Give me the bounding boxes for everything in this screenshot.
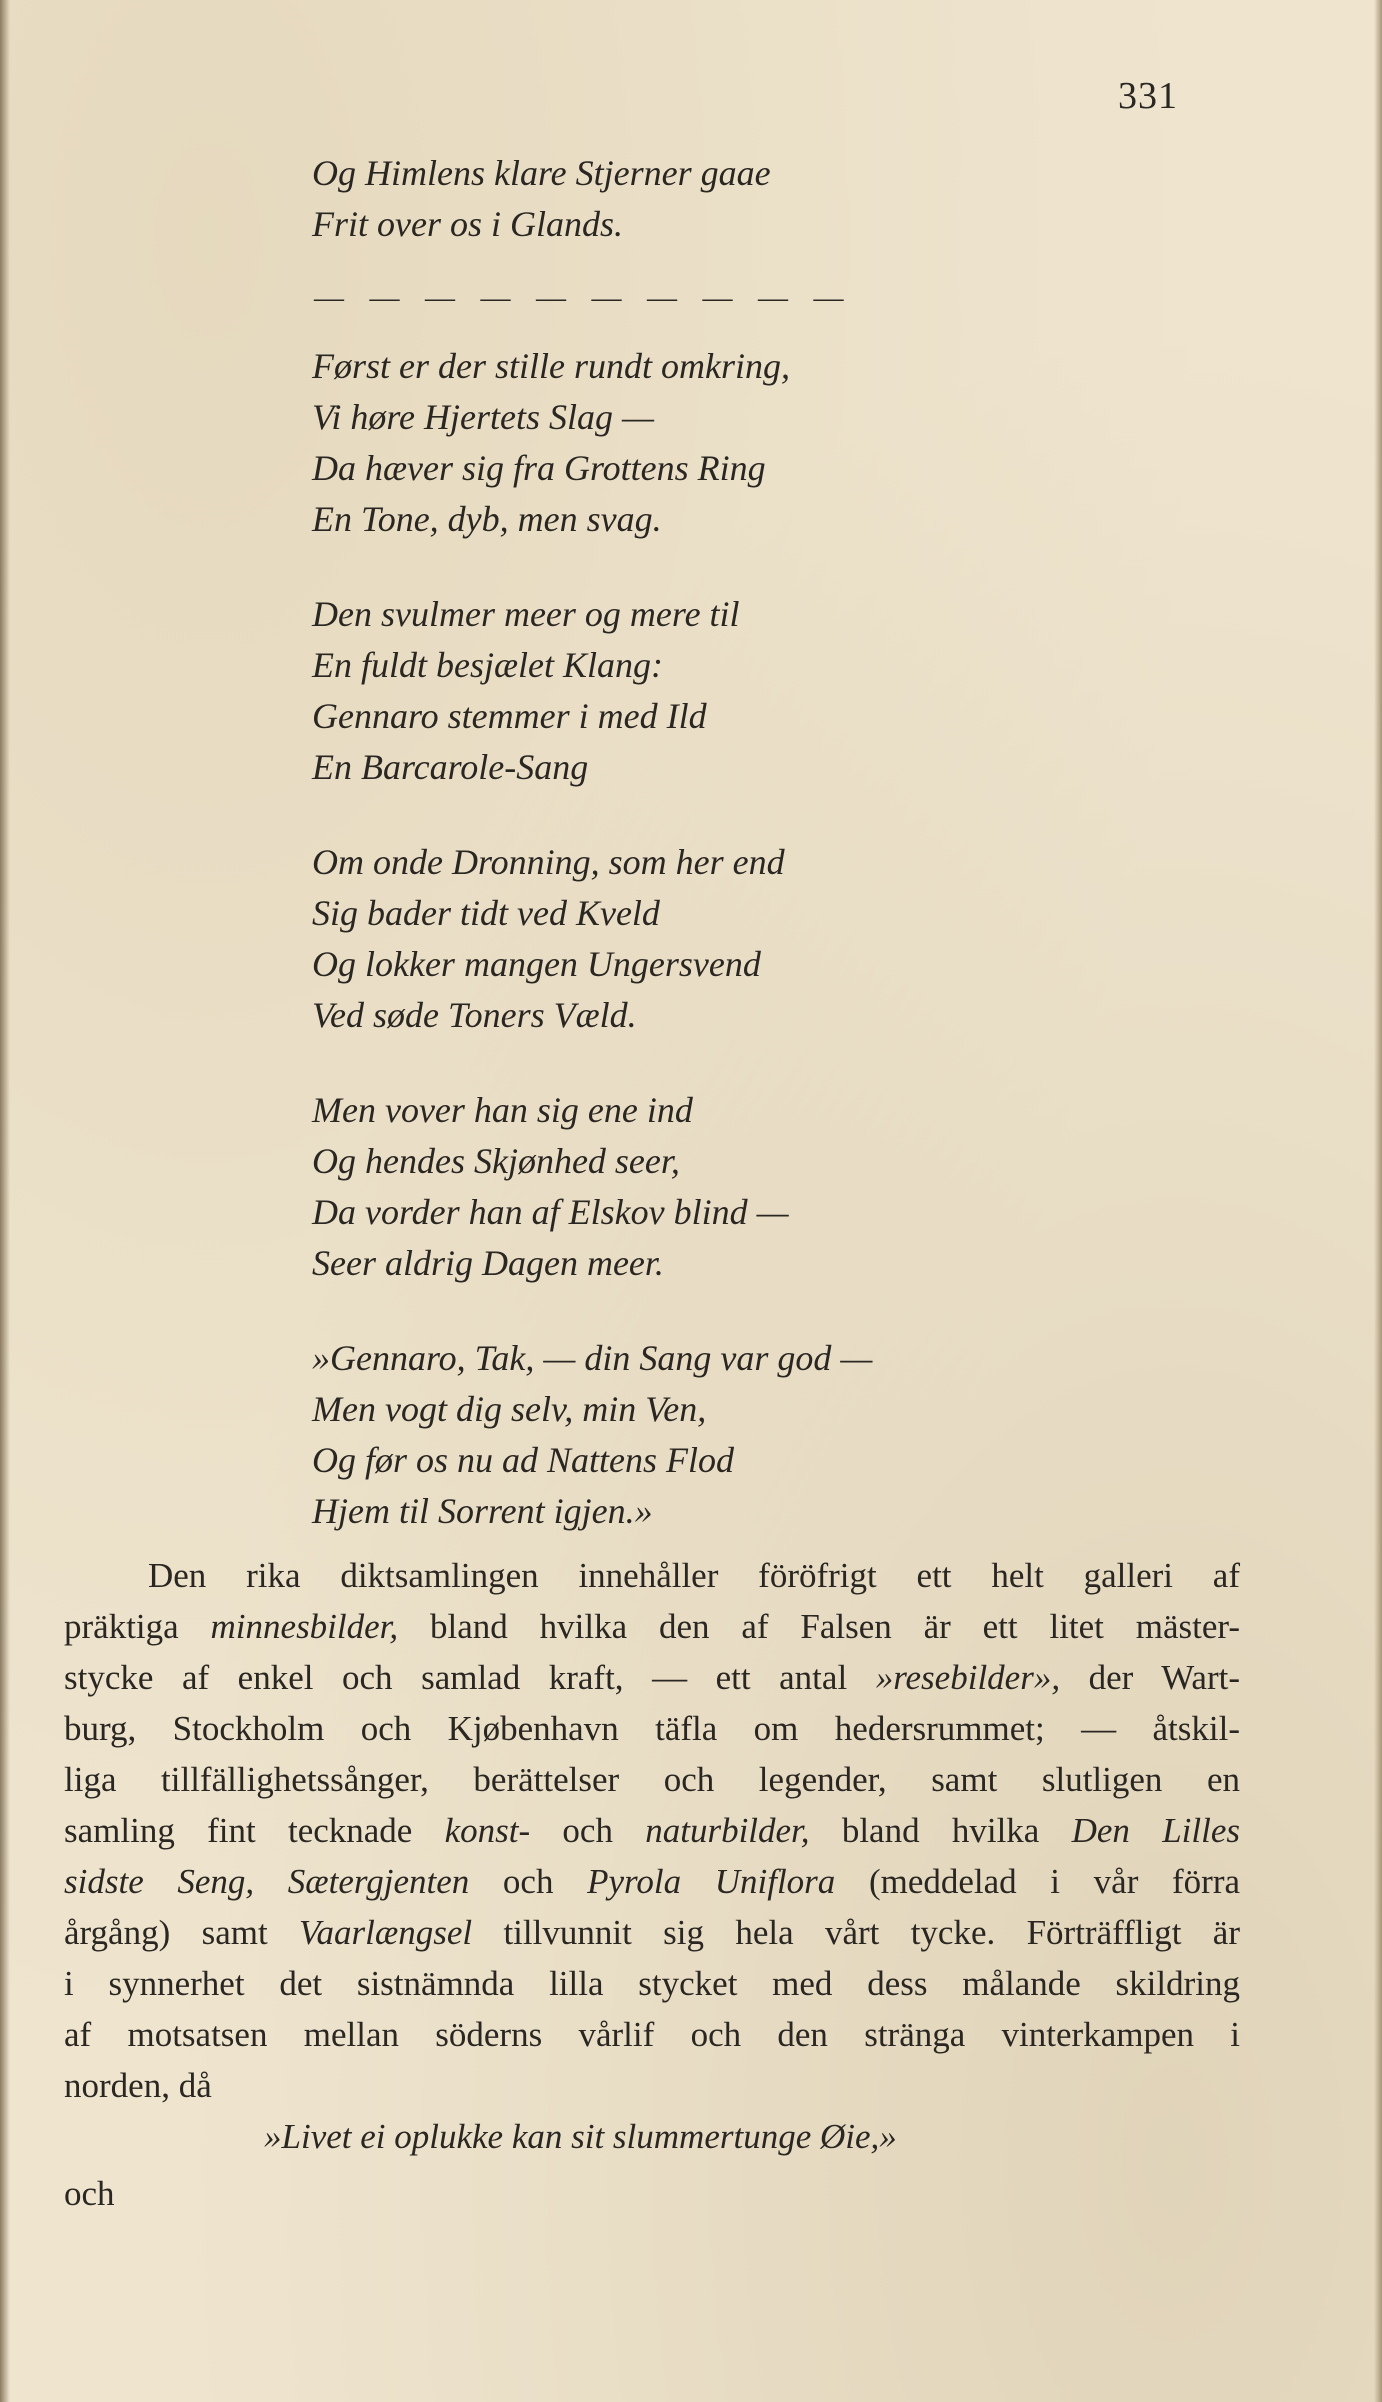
poem-line: Vi høre Hjertets Slag — — [312, 397, 654, 437]
poem-line: Og før os nu ad Nattens Flod — [312, 1440, 735, 1480]
poem-stanza-1 — [312, 341, 1072, 545]
prose-line: stycke af enkel och samlad kraft, — ett antal »resebilder», der Wart- — [64, 1658, 1241, 1697]
prose-line: norden, då — [64, 2066, 212, 2105]
poem-line: Og Himlens klare Stjerner gaae — [312, 153, 771, 193]
poem-line: Seer aldrig Dagen meer. — [312, 1243, 664, 1283]
poem-line: Ved søde Toners Væld. — [312, 995, 637, 1035]
poem-line: Da hæver sig fra Grottens Ring — [312, 448, 766, 488]
poem-line: Sig bader tidt ved Kveld — [312, 893, 660, 933]
page-edge-right — [1374, 0, 1382, 2402]
poem-line: Om onde Dronning, som her end — [312, 842, 785, 882]
prose-paragraph — [64, 1550, 1240, 2219]
poem-line: En fuldt besjælet Klang: — [312, 645, 663, 685]
poem-stanza-4 — [312, 1085, 1072, 1289]
block-quote: »Livet ei oplukke kan sit slummertunge Øie,» — [264, 2117, 897, 2156]
prose-line: och — [64, 2174, 115, 2213]
poem-line: Og hendes Skjønhed seer, — [312, 1141, 680, 1181]
poem-line: Hjem til Sorrent igjen.» — [312, 1491, 653, 1531]
poem-line: »Gennaro, Tak, — din Sang var god — — [312, 1338, 873, 1378]
poem-stanza-3 — [312, 837, 1072, 1041]
poem-line: Først er der stille rundt omkring, — [312, 346, 790, 386]
poem-line: En Tone, dyb, men svag. — [312, 499, 662, 539]
section-separator: — — — — — — — — — — — [314, 281, 853, 314]
poem-line: Frit over os i Glands. — [312, 204, 623, 244]
poem-line: Da vorder han af Elskov blind — — [312, 1192, 789, 1232]
prose-line: sidste Seng, Sætergjenten och Pyrola Uniflora (meddelad i vår förra — [64, 1862, 1241, 1901]
prose-line: af motsatsen mellan söderns vårlif och den stränga vinterkampen i — [64, 2015, 1240, 2054]
poem-stanza-5 — [312, 1333, 1072, 1537]
poem-stanza-0 — [312, 148, 1072, 250]
poem — [312, 148, 1072, 1581]
prose-line: präktiga minnesbilder, bland hvilka den af Falsen är ett litet mäster- — [64, 1607, 1240, 1646]
prose-line: burg, Stockholm och Kjøbenhavn täfla om hedersrummet; — åtskil- — [64, 1709, 1240, 1748]
poem-line: Den svulmer meer og mere til — [312, 594, 740, 634]
prose-line: samling fint tecknade konst- och naturbilder, bland hvilka Den Lilles — [64, 1811, 1240, 1850]
poem-stanza-2 — [312, 589, 1072, 793]
poem-line: Men vogt dig selv, min Ven, — [312, 1389, 707, 1429]
poem-line: Og lokker mangen Ungersvend — [312, 944, 761, 984]
poem-line: Men vover han sig ene ind — [312, 1090, 693, 1130]
poem-line: Gennaro stemmer i med Ild — [312, 696, 707, 736]
prose-line: årgång) samt Vaarlængsel tillvunnit sig hela vårt tycke. Förträffligt är — [64, 1913, 1240, 1952]
prose-line: i synnerhet det sistnämnda lilla stycket med dess målande skildring — [64, 1964, 1240, 2003]
prose-line: liga tillfällighetssånger, berättelser och legender, samt slutligen en — [64, 1760, 1240, 1799]
page-edge-left — [0, 0, 10, 2402]
page-number: 331 — [1118, 75, 1178, 117]
poem-line: En Barcarole-Sang — [312, 747, 589, 787]
prose-line: Den rika diktsamlingen innehåller föröfrigt ett helt galleri af — [148, 1556, 1240, 1595]
